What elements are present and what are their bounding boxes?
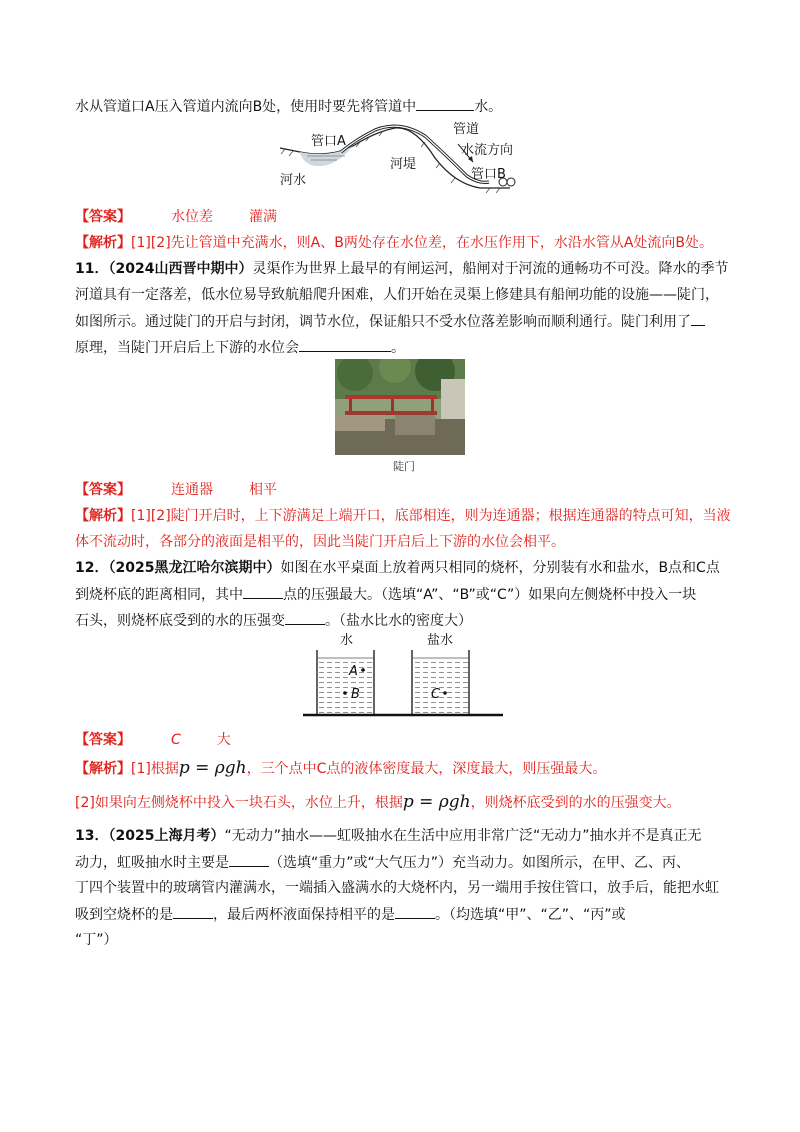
question-source: （2024山西晋中期中）	[108, 261, 253, 277]
question-text: 吸到空烧杯的是	[75, 907, 173, 923]
answer-blank	[299, 337, 391, 352]
question-11-line-3	[75, 311, 705, 332]
answer-10	[75, 207, 277, 227]
question-text: “无动力”抽水——虹吸抽水在生活中应用非常广泛“无动力”抽水并不是真正无	[224, 828, 702, 844]
question-text: 如图在水平桌面上放着两只相同的烧杯，分别装有水和盐水，B点和C点	[280, 560, 720, 576]
explanation-tag: 【解析】	[75, 508, 131, 524]
answer-blank	[173, 904, 213, 919]
question-13-line-2	[75, 852, 690, 873]
question-12-line-2	[75, 584, 696, 605]
question-13-line-1	[75, 826, 701, 846]
answer-value-2: 大	[216, 732, 231, 748]
question-11-line-4	[75, 337, 405, 358]
answer-value-1: C	[171, 732, 181, 748]
answer-blank	[416, 96, 474, 111]
pressure-formula: p = ρgh	[402, 792, 471, 812]
question-text: ，最后两杯液面保持相平的是	[213, 907, 395, 923]
point-b	[343, 691, 347, 695]
explanation-11-line-1	[75, 506, 731, 526]
question-text: （选填“重力”或“大气压力”）充当动力。如图所示，在甲、乙、丙、	[269, 855, 691, 871]
question-number: 11．	[75, 261, 109, 277]
question-text: 灵渠作为世界上最早的有闸运河，船闸对于河流的通畅功不可没。降水的季节	[252, 261, 729, 277]
question-12-line-3	[75, 610, 472, 631]
question-10-text: 水从管道口A压入管道内流向B处，使用时要先将管道中	[75, 99, 417, 115]
beakers-figure	[303, 630, 503, 720]
question-13-line-4	[75, 904, 626, 925]
explanation-tag: 【解析】	[75, 235, 131, 251]
explanation-11-line-2: 体不流动时，各部分的液面是相平的，因此当陡门开启后上下游的水位会相平。	[75, 534, 565, 550]
question-text: 。（均选填“甲”、“乙”、“丙”或	[435, 907, 626, 923]
question-10-tail-text: 水。	[474, 99, 503, 115]
question-number: 13．	[75, 828, 109, 844]
answer-tag: 【答案】	[75, 209, 131, 225]
question-source: （2025上海月考）	[108, 828, 225, 844]
question-source: （2025黑龙江哈尔滨期中）	[108, 560, 281, 576]
explanation-text: [2]如果向左侧烧杯中投入一块石头，水位上升，根据	[75, 795, 403, 811]
point-c	[443, 691, 447, 695]
explanation-10	[75, 233, 713, 253]
point-a-label: A	[349, 664, 358, 679]
explanation-text: ，则烧杯底受到的水的压强变大。	[470, 795, 681, 811]
explanation-text: ，三个点中C点的液体密度最大，深度最大，则压强最大。	[246, 761, 607, 777]
answer-blank	[691, 311, 705, 326]
answer-value-1: 水位差	[171, 209, 213, 225]
question-12-line-1	[75, 558, 720, 578]
answer-value-2: 灌满	[249, 209, 277, 225]
pressure-formula: p = ρgh	[178, 758, 247, 778]
question-11-line-2: 河道具有一定落差，低水位易导致航船爬升困难，人们开始在灵渠上修建具有船闸功能的设施——陡门，	[75, 287, 719, 303]
label-outlet-b: 管口B	[471, 167, 506, 182]
question-text: 如图所示。通过陡门的开启与封闭，调节水位，保证船只不受水位落差影响而顺利通行。陡门利用了	[75, 314, 691, 330]
question-11-line-1	[75, 259, 728, 279]
point-b-label: B	[351, 687, 360, 702]
question-13-line-3: 丁四个装置中的玻璃管内灌满水，一端插入盛满水的大烧杯内，另一端用手按住管口，放手后，能把水虹	[75, 880, 719, 896]
question-text: 石头，则烧杯底受到的水的压强变	[75, 613, 285, 629]
lock-gate-photo	[335, 359, 465, 455]
answer-tag: 【答案】	[75, 482, 131, 498]
point-c-label: C	[431, 687, 441, 702]
answer-blank	[395, 904, 435, 919]
label-river: 河水	[280, 173, 307, 188]
answer-tag: 【答案】	[75, 732, 131, 748]
question-text: 。	[391, 340, 405, 356]
label-flow-direction: 水流方向	[461, 143, 514, 158]
label-embankment: 河堤	[390, 157, 417, 172]
explanation-text: [1][2]先让管道中充满水，则A、B两处存在水位差，在水压作用下，水沿水管从A处流向B处。	[131, 235, 714, 251]
question-text: 到烧杯底的距离相同，其中	[75, 587, 243, 603]
siphon-figure	[275, 118, 530, 200]
label-saltwater: 盐水	[427, 633, 454, 648]
point-a	[361, 668, 365, 672]
question-10-tail	[75, 96, 502, 117]
explanation-12-line-2	[75, 792, 681, 813]
explanation-12-line-1	[75, 758, 606, 779]
answer-12	[75, 730, 231, 750]
answer-blank	[285, 610, 325, 625]
photo-caption: 陡门	[393, 460, 415, 473]
label-water: 水	[340, 633, 354, 648]
question-text: 原理，当陡门开启后上下游的水位会	[75, 340, 299, 356]
label-outlet-a: 管口A	[311, 134, 346, 149]
question-text: 。（盐水比水的密度大）	[325, 613, 472, 629]
question-text: 点的压强最大。（选填“A”、“B”或“C”）如果向左侧烧杯中投入一块	[283, 587, 697, 603]
explanation-text: [1]根据	[131, 761, 179, 777]
explanation-tag: 【解析】	[75, 761, 131, 777]
label-pipe: 管道	[453, 122, 480, 137]
answer-value-2: 相平	[249, 482, 277, 498]
answer-11	[75, 480, 277, 500]
answer-value-1: 连通器	[171, 482, 213, 498]
question-number: 12．	[75, 560, 109, 576]
answer-blank	[243, 584, 283, 599]
question-13-line-5: “丁”）	[75, 932, 118, 948]
explanation-text: [1][2]陡门开启时，上下游满足上端开口，底部相连，则为连通器；根据连通器的特点可知，当液	[131, 508, 731, 524]
answer-blank	[229, 852, 269, 867]
question-text: 动力，虹吸抽水时主要是	[75, 855, 229, 871]
